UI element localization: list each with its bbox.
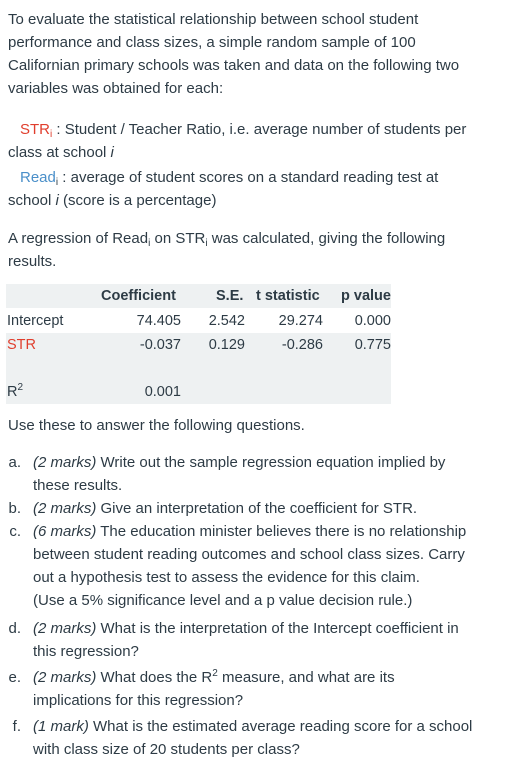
intro-line: Californian primary schools was taken and data on the following two xyxy=(8,57,460,74)
cell-coefficient: -0.037 xyxy=(139,337,181,353)
cell-t-statistic: 29.274 xyxy=(278,313,323,329)
r-squared-label xyxy=(7,380,23,404)
question-item xyxy=(9,520,498,612)
str-subscript: i xyxy=(50,129,53,140)
r-squared-superscript: 2 xyxy=(212,668,218,679)
question-text: with class size of 20 students per class? xyxy=(33,741,300,758)
str-description: : Student / Teacher Ratio, i.e. average number of students per xyxy=(52,121,467,138)
question-text: What does the R xyxy=(96,669,213,686)
question-text: between student reading outcomes and school class sizes. Carry xyxy=(33,546,465,563)
read-index: i xyxy=(55,192,59,209)
question-text: implications for this regression? xyxy=(33,692,244,709)
read-description: : average of student scores on a standard reading test at xyxy=(58,169,439,186)
question-text: measure, and what are its xyxy=(217,669,395,686)
header-se: S.E. xyxy=(216,288,244,304)
r-squared-superscript: 2 xyxy=(17,382,24,393)
table-r-squared-row xyxy=(6,380,391,404)
str-definition xyxy=(8,118,510,141)
question-marks: (2 marks) xyxy=(33,500,97,517)
question-text: out a hypothesis test to assess the evidence for this claim. xyxy=(33,569,420,586)
read-definition xyxy=(8,166,510,189)
question-text: this regression? xyxy=(33,643,139,660)
question-text: Write out the sample regression equation implied by xyxy=(96,454,446,471)
question-letter: b. xyxy=(8,500,21,517)
str-subscript: i xyxy=(205,238,208,249)
question-marks: (2 marks) xyxy=(33,454,97,471)
regression-intro xyxy=(8,227,502,273)
question-letter: e. xyxy=(8,669,21,686)
question-marks: (2 marks) xyxy=(33,620,97,637)
question-letter: a. xyxy=(8,454,21,471)
question-text: (Use a 5% significance level and a p value decision rule.) xyxy=(33,592,413,609)
header-p-value: p value xyxy=(341,288,391,304)
cell-p-value: 0.000 xyxy=(354,313,391,329)
str-index: i xyxy=(110,144,114,161)
question-text: Give an interpretation of the coefficient for STR. xyxy=(96,500,418,517)
question-item xyxy=(8,617,498,663)
r-squared-value: 0.001 xyxy=(144,384,181,400)
question-item xyxy=(8,497,498,520)
read-definition-cont xyxy=(8,189,502,212)
question-text: What is the interpretation of the Intercept coefficient in xyxy=(96,620,459,637)
intro-line: performance and class sizes, a simple random sample of 100 xyxy=(8,34,416,51)
cell-se: 2.542 xyxy=(208,313,245,329)
header-t-statistic: t statistic xyxy=(256,288,320,304)
question-text: these results. xyxy=(33,477,123,494)
table-spacer-row xyxy=(6,357,391,381)
header-coefficient: Coefficient xyxy=(101,288,176,304)
question-letter: c. xyxy=(9,523,21,540)
instruction-text: Use these to answer the following questions. xyxy=(8,417,305,434)
row-label: STR xyxy=(7,337,36,353)
cell-se: 0.129 xyxy=(208,337,245,353)
intro-paragraph xyxy=(8,8,502,100)
question-text: The education minister believes there is no relationship xyxy=(96,523,467,540)
question-marks: (6 marks) xyxy=(33,523,97,540)
question-marks: (2 marks) xyxy=(33,669,97,686)
question-item xyxy=(12,715,498,761)
question-item xyxy=(8,666,498,712)
intro-line: variables was obtained for each: xyxy=(8,80,224,97)
table-row xyxy=(6,309,391,333)
row-label: Intercept xyxy=(7,313,64,329)
regression-intro-text: on STR xyxy=(150,230,206,247)
read-variable-name: Read xyxy=(20,169,56,186)
question-letter: d. xyxy=(8,620,21,637)
intro-line: To evaluate the statistical relationship between school student xyxy=(8,11,419,28)
read-subscript: i xyxy=(55,177,59,188)
question-marks: (1 mark) xyxy=(33,718,89,735)
str-variable-name: STR xyxy=(20,121,50,138)
table-row xyxy=(6,333,391,357)
cell-t-statistic: -0.286 xyxy=(281,337,323,353)
read-description-cont: school xyxy=(8,192,56,209)
read-subscript: i xyxy=(148,238,151,249)
results-table xyxy=(6,284,391,404)
cell-coefficient: 74.405 xyxy=(136,313,181,329)
regression-intro-text: results. xyxy=(8,253,57,270)
read-description-tail: (score is a percentage) xyxy=(58,192,217,209)
table-header-row xyxy=(6,284,391,308)
regression-intro-text: was calculated, giving the following xyxy=(207,230,446,247)
question-letter: f. xyxy=(12,718,21,735)
str-description-cont: class at school xyxy=(8,144,111,161)
question-text: What is the estimated average reading score for a school xyxy=(88,718,473,735)
str-definition-cont xyxy=(8,141,502,164)
question-item xyxy=(8,451,498,497)
cell-p-value: 0.775 xyxy=(354,337,391,353)
regression-intro-text: A regression of Read xyxy=(8,230,149,247)
r-squared-letter: R xyxy=(7,384,18,400)
